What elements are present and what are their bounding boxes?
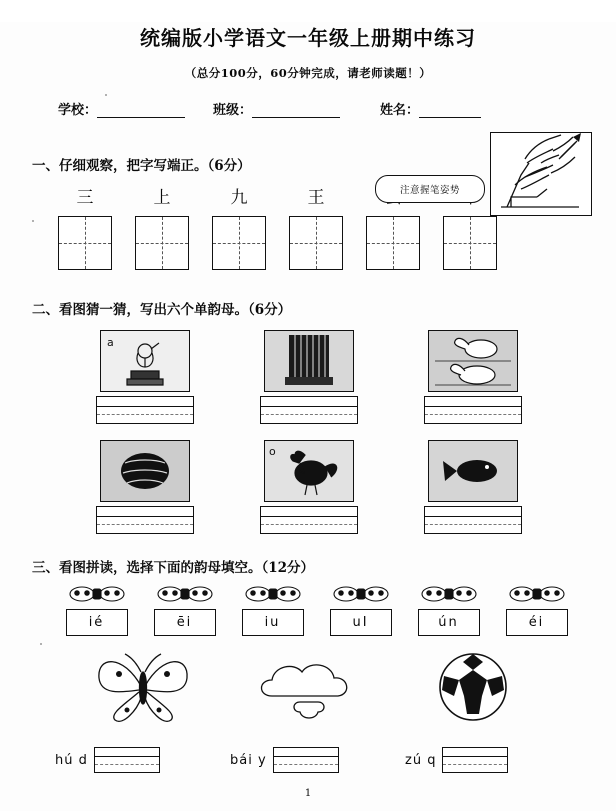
picture-rooster (264, 440, 354, 502)
picture-item (70, 440, 220, 534)
writing-posture-illustration (490, 132, 592, 216)
answer-item (230, 747, 405, 773)
bow-icon (244, 584, 302, 604)
bow-icon (508, 584, 566, 604)
final-option-label[interactable]: ún (418, 609, 480, 636)
final-option[interactable] (60, 584, 133, 636)
final-option[interactable] (148, 584, 221, 636)
student-info-row (58, 99, 561, 118)
character-glyph: 上 (153, 188, 171, 208)
tianzige-box[interactable] (443, 216, 497, 270)
answer-ruled-box[interactable] (96, 396, 194, 424)
name-input[interactable] (419, 104, 481, 118)
section-1-heading: 一、仔细观察，把字写端正。（6分） (32, 158, 251, 174)
final-option[interactable] (324, 584, 397, 636)
tianzige-box[interactable] (135, 216, 189, 270)
tianzige-box[interactable] (289, 216, 343, 270)
final-option[interactable] (412, 584, 485, 636)
school-field[interactable] (58, 99, 185, 118)
class-field[interactable] (213, 99, 340, 118)
picture-row (70, 440, 616, 534)
answer-ruled-box[interactable] (424, 506, 522, 534)
section-3-answer-row (55, 747, 616, 773)
bow-icon (156, 584, 214, 604)
picture-item (234, 330, 384, 424)
picture-fish (428, 440, 518, 502)
answer-ruled-box[interactable] (260, 506, 358, 534)
character-cell (58, 186, 112, 270)
paper-speck (40, 643, 42, 645)
page-title: 统编版小学语文一年级上册期中练习 (140, 26, 476, 50)
name-label: 姓名： (380, 103, 420, 118)
picture-item (70, 330, 220, 424)
picture-item (398, 440, 548, 534)
name-field[interactable] (380, 99, 481, 118)
character-glyph: 三 (76, 188, 94, 208)
page-subtitle: （总分100分，60分钟完成，请老师读题！） (184, 66, 432, 80)
section-2-picture-grid (70, 330, 616, 534)
svg-text:o: o (269, 445, 276, 458)
answer-ruled-box[interactable] (424, 396, 522, 424)
answer-ruled-box[interactable] (96, 506, 194, 534)
answer-input-box[interactable] (94, 747, 160, 773)
character-glyph: 九 (230, 188, 248, 208)
final-option-label[interactable]: éi (506, 609, 568, 636)
final-option-label[interactable]: ēi (154, 609, 216, 636)
tianzige-box[interactable] (366, 216, 420, 270)
school-label: 学校： (58, 103, 98, 118)
section-2-heading: 二、看图猜一猜，写出六个单韵母。（6分） (32, 302, 292, 318)
tianzige-box[interactable] (212, 216, 266, 270)
final-option[interactable] (500, 584, 573, 636)
bow-icon (332, 584, 390, 604)
section-3-picture-row (60, 648, 616, 731)
picture-item (234, 440, 384, 534)
character-glyph: 王 (307, 188, 325, 208)
character-cell (212, 186, 266, 270)
bow-icon (68, 584, 126, 604)
final-option-label[interactable]: iu (242, 609, 304, 636)
tianzige-box[interactable] (58, 216, 112, 270)
paper-speck (32, 220, 34, 222)
picture-soccer-ball (390, 648, 555, 731)
picture-row (70, 330, 616, 424)
page-number: 1 (304, 788, 312, 799)
answer-input-box[interactable] (442, 747, 508, 773)
picture-a-woman-combing (100, 330, 190, 392)
picture-clothes (100, 440, 190, 502)
picture-goose (428, 330, 518, 392)
worksheet-page (0, 22, 616, 811)
school-input[interactable] (97, 104, 185, 118)
section-3-heading: 三、看图拼读，选择下面的韵母填空。（12分） (32, 560, 315, 576)
answer-input-box[interactable] (273, 747, 339, 773)
answer-item (55, 747, 230, 773)
svg-text:a: a (107, 336, 114, 349)
answer-ruled-box[interactable] (260, 396, 358, 424)
picture-butterfly (60, 648, 225, 731)
final-option[interactable] (236, 584, 309, 636)
picture-cloud (225, 648, 390, 731)
answer-item (405, 747, 580, 773)
picture-tree-trunk (264, 330, 354, 392)
bow-icon (420, 584, 478, 604)
character-cell (289, 186, 343, 270)
picture-item (398, 330, 548, 424)
final-option-label[interactable]: uI (330, 609, 392, 636)
class-input[interactable] (252, 104, 340, 118)
answer-prompt: zú q (405, 752, 437, 768)
answer-prompt: hú d (55, 752, 88, 768)
character-cell (135, 186, 189, 270)
answer-prompt: bái y (230, 752, 267, 768)
class-label: 班级： (213, 103, 253, 118)
posture-note-bubble: 注意握笔姿势 (375, 175, 485, 203)
final-option-label[interactable]: ié (66, 609, 128, 636)
finals-option-row (60, 584, 616, 636)
paper-speck (105, 94, 107, 96)
